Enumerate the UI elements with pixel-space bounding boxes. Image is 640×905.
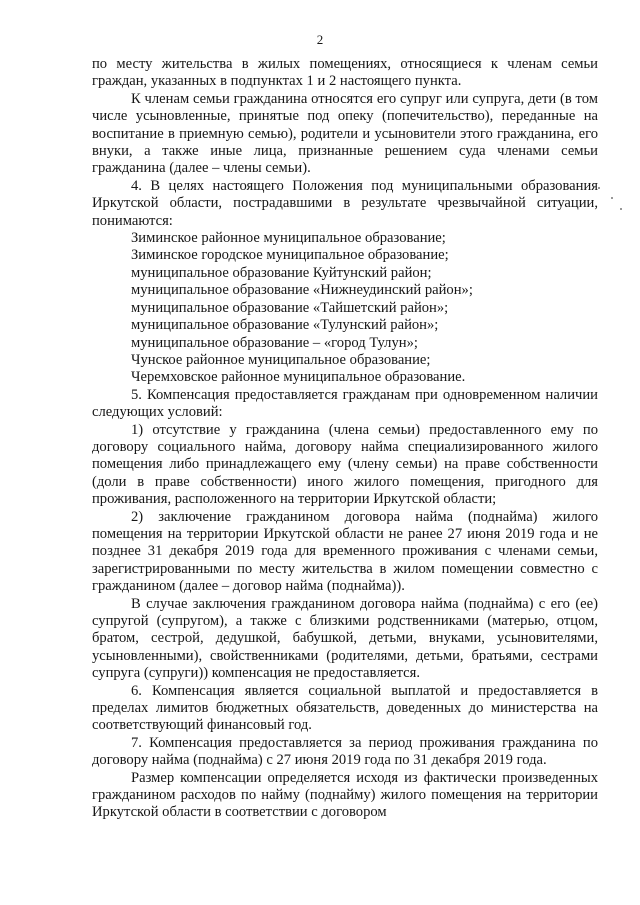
list-item: муниципальное образование «Тайшетский район»; bbox=[131, 299, 449, 316]
list-item: муниципальное образование – «город Тулун»; bbox=[131, 334, 418, 351]
list-item: Зиминское городское муниципальное образование; bbox=[131, 247, 449, 264]
scan-speck bbox=[598, 187, 600, 189]
document-body bbox=[92, 56, 598, 822]
list-item: Чунское районное муниципальное образование; bbox=[131, 351, 431, 368]
paragraph: 1) отсутствие у гражданина (члена семьи) предоставленного ему по договору социального найма, договору найма специализированного жилого помещения либо принадлежащего ему (члену семьи) на праве собственности (доли в праве собственности) иного жилого помещения, пригодного для проживания, расположенного на территории Иркутской области; bbox=[92, 421, 598, 508]
paragraph: 5. Компенсация предоставляется гражданам при одновременном наличии следующих условий: bbox=[92, 386, 598, 421]
scan-speck bbox=[620, 208, 622, 210]
list-item: муниципальное образование Куйтунский район; bbox=[131, 264, 432, 281]
paragraph: К членам семьи гражданина относятся его супруг или супруга, дети (в том числе усыновленные, принятые под опеку (попечительство), переданные на воспитание в приемную семью), родители и усыновители этого гражданина, его внуки, а также иные лица, признанные решением суда членами семьи гражданина (далее – члены семьи). bbox=[92, 90, 598, 177]
paragraph: 7. Компенсация предоставляется за период проживания гражданина по договору найма (поднайма) с 27 июня 2019 года по 31 декабря 2019 года. bbox=[92, 734, 598, 769]
list-item: Черемховское районное муниципальное образование. bbox=[131, 369, 466, 386]
paragraph: 2) заключение гражданином договора найма (поднайма) жилого помещения на территории Иркутской области не ранее 27 июня 2019 года и не позднее 31 декабря 2019 года для временного проживания с членами семьи, зарегистрированными по месту жительства в жилом помещении совместно с гражданином (далее – договор найма (поднайма)). bbox=[92, 508, 598, 595]
page-number: 2 bbox=[316, 32, 324, 47]
paragraph: 4. В целях настоящего Положения под муниципальными образования Иркутской области, пострадавшими в результате чрезвычайной ситуации, понимаются: bbox=[92, 177, 598, 229]
paragraph: Размер компенсации определяется исходя из фактически произведенных гражданином расходов по найму (поднайму) жилого помещения на территории Иркутской области в соответствии с договором bbox=[92, 769, 598, 821]
paragraph: 6. Компенсация является социальной выплатой и предоставляется в пределах лимитов бюджетных обязательств, доведенных до министерства на соответствующий финансовый год. bbox=[92, 682, 598, 734]
scan-speck bbox=[611, 197, 613, 199]
list-item: муниципальное образование «Нижнеудинский район»; bbox=[131, 282, 473, 299]
paragraph: В случае заключения гражданином договора найма (поднайма) с его (ее) супругой (супругом), а также с близкими родственниками (матерью, отцом, братом, сестрой, дедушкой, бабушкой, детьми, внуками, усыновителями, усыновленными), свойственниками (родителями, детьми, братьями, сестрами супруга (супруги)) компенсация не предоставляется. bbox=[92, 595, 598, 682]
list-item: муниципальное образование «Тулунский район»; bbox=[131, 317, 439, 334]
paragraph: по месту жительства в жилых помещениях, относящиеся к членам семьи граждан, указанных в подпунктах 1 и 2 настоящего пункта. bbox=[92, 56, 598, 90]
list-item: Зиминское районное муниципальное образование; bbox=[131, 230, 446, 247]
